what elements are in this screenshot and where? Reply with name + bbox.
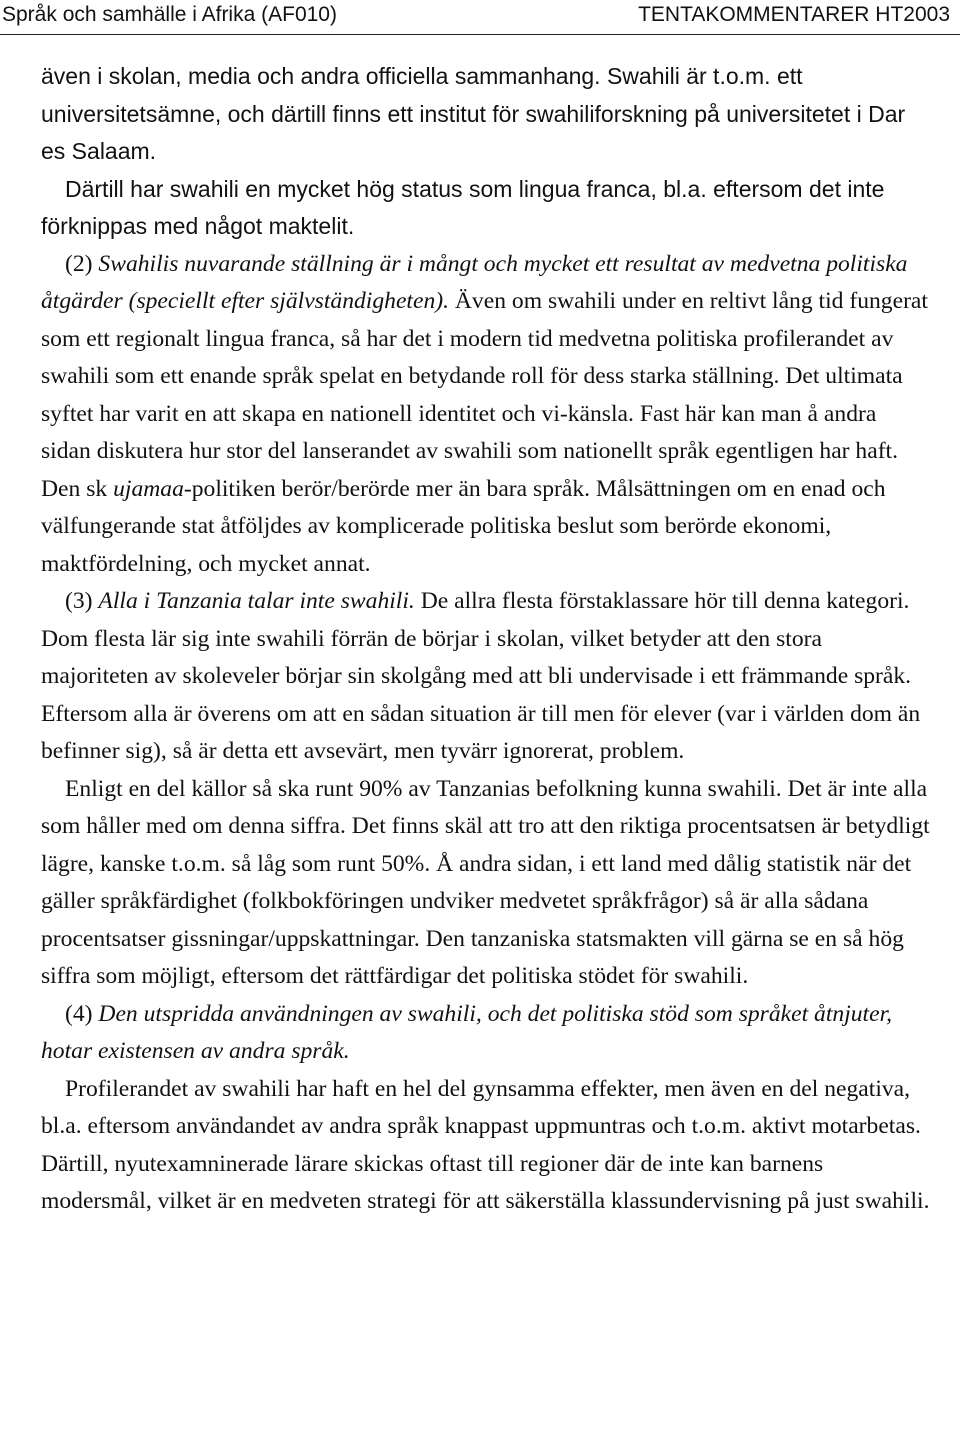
ujamaa-term: ujamaa: [113, 475, 184, 502]
item-number: (2): [65, 250, 99, 277]
claim-heading: Den utspridda användningen av swahili, och det politiska stöd som språket åtnjuter, hotar existensen av andra språk.: [41, 1000, 893, 1064]
paragraph-text: Även om swahili under en reltivt lång tid fungerat som ett regionalt lingua franca, så har det i modern tid medvetna politiska profilerandet av swahili som ett enande språk spelat en betydande roll för dess starka ställning. Det ultimata syftet har varit en att skapa en nationell identitet och vi-känsla. Fast här kan man å andra sidan diskutera hur stor del lanserandet av swahili som nationellt språk egentligen har haft. Den sk: [41, 288, 928, 502]
claim-heading: Alla i Tanzania talar inte swahili.: [98, 588, 415, 614]
paragraph-lingua-franca: Därtill har swahili en mycket hög status som lingua franca, bl.a. eftersom det inte förknippas med något maktelit.: [41, 175, 885, 239]
paragraph-statistics: Enligt en del källor så ska runt 90% av Tanzanias befolkning kunna swahili. Det är inte alla som håller med om denna siffra. Det finns skäl att tro att den riktiga procentsatsen är betydligt lägre, kanske t.o.m. så låg som runt 50%. Å andra sidan, i ett land med dålig statistik när det gäller språkfärdighet (folkbokföringen undviker medvetet språkfrågor) så är alla sådana procentsatser gissningar/uppskattningar. Den tanzaniska statsmakten vill gärna se en så hög siffra som möjligt, eftersom det rättfärdigar det politiska stödet för swahili.: [41, 775, 930, 989]
paragraph-schools-media: även i skolan, media och andra officiella sammanhang. Swahili är t.o.m. ett universitetsämne, och därtill finns ett institut för swahiliforskning på universitetet i Dar es Salaam.: [41, 63, 906, 164]
paragraph-political-measures: [41, 246, 931, 584]
item-number: (4): [65, 1000, 99, 1027]
paragraph-text: -politiken berör/berörde mer än bara språk. Målsättningen om en enad och välfungerande stat åtföljdes av komplicerade politiska beslut som berörde ekonomi, maktfördelning, och mycket annat.: [41, 475, 886, 577]
document-title: TENTAKOMMENTARER HT2003: [638, 3, 950, 26]
page-header: [0, 0, 960, 35]
document-body: [41, 58, 931, 1221]
paragraph-not-all-speak: [41, 583, 931, 771]
paragraph-effects: Profilerandet av swahili har haft en hel del gynsamma effekter, men även en del negativa, bl.a. eftersom användandet av andra språk knappast uppmuntras och t.o.m. aktivt motarbetas. Därtill, nyutexamninerade lärare skickas oftast till regioner där de inte kan barnens modersmål, vilket är en medveten strategi för att säkerställa klassundervisning på just swahili.: [41, 1075, 930, 1214]
paragraph-threat-heading: [41, 996, 931, 1071]
course-title: Språk och samhälle i Afrika (AF010): [2, 3, 337, 26]
paragraph-text: De allra flesta förstaklassare hör till denna kategori. Dom flesta lär sig inte swahili förrän de börjar i skolan, vilket betyder att den stora majoriteten av skoleveler börjar sin skolgång med att bli undervisade i ett främmande språk. Eftersom alla är överens om att en sådan situation är till men för elever (var i världen dom än befinner sig), så är detta ett avsevärt, men tyvärr ignorerat, problem.: [41, 588, 921, 764]
item-number: (3): [65, 588, 99, 614]
claim-heading: Swahilis nuvarande ställning är i mångt och mycket ett resultat av medvetna politiska åtgärder (speciellt efter självständigheten).: [41, 250, 908, 314]
